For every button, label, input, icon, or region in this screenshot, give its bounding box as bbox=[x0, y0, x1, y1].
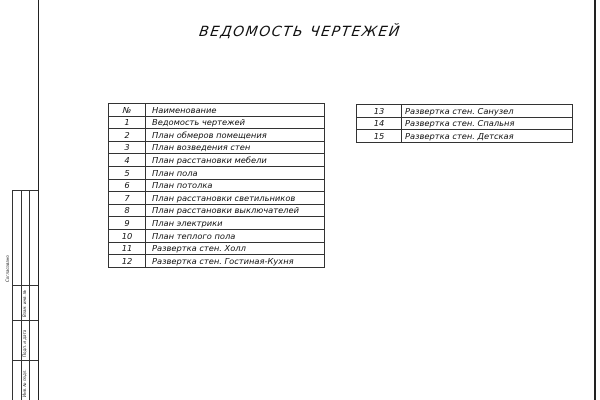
side-stamp-strip bbox=[5, 190, 38, 400]
stamp-line bbox=[12, 320, 38, 321]
row-name: План электрики bbox=[146, 217, 325, 230]
stamp-label: Подп. и дата bbox=[22, 329, 27, 357]
row-num: 11 bbox=[109, 242, 146, 255]
table-row bbox=[109, 204, 325, 217]
stamp-label: Инв. № подл. bbox=[22, 369, 27, 397]
row-num: 4 bbox=[109, 154, 146, 167]
stamp-line bbox=[12, 360, 38, 361]
row-name: План потолка bbox=[146, 179, 325, 192]
table-row bbox=[109, 255, 325, 268]
drawings-list-table-right bbox=[356, 104, 573, 143]
stamp-label: Взам. инв. № bbox=[22, 289, 27, 317]
table-row bbox=[109, 229, 325, 242]
row-name: Развертка стен. Холл bbox=[146, 242, 325, 255]
stamp-label: Согласовано bbox=[5, 255, 10, 282]
row-name: План расстановки мебели bbox=[146, 154, 325, 167]
row-name: Ведомость чертежей bbox=[146, 116, 325, 129]
table-row bbox=[109, 192, 325, 205]
table-row bbox=[109, 129, 325, 142]
table-row bbox=[109, 141, 325, 154]
row-name: План возведения стен bbox=[146, 141, 325, 154]
stamp-line bbox=[12, 190, 38, 191]
header-num: № bbox=[109, 104, 146, 117]
table-row bbox=[109, 217, 325, 230]
row-num: 13 bbox=[357, 105, 402, 118]
table-row bbox=[357, 105, 573, 118]
row-name: План обмеров помещения bbox=[146, 129, 325, 142]
row-num: 7 bbox=[109, 192, 146, 205]
row-name: Развертка стен. Спальня bbox=[402, 117, 573, 130]
row-num: 6 bbox=[109, 179, 146, 192]
table-row bbox=[109, 154, 325, 167]
table-row bbox=[357, 117, 573, 130]
row-num: 15 bbox=[357, 130, 402, 143]
header-name: Наименование bbox=[146, 104, 325, 117]
table-row bbox=[109, 242, 325, 255]
table-header-row bbox=[109, 104, 325, 117]
page-title: ВЕДОМОСТЬ ЧЕРТЕЖЕЙ bbox=[198, 24, 402, 40]
row-name: Развертка стен. Санузел bbox=[402, 105, 573, 118]
table-row bbox=[357, 130, 573, 143]
row-name: План расстановки светильников bbox=[146, 192, 325, 205]
row-name: План расстановки выключателей bbox=[146, 204, 325, 217]
row-name: План теплого пола bbox=[146, 229, 325, 242]
row-num: 9 bbox=[109, 217, 146, 230]
row-num: 3 bbox=[109, 141, 146, 154]
row-num: 2 bbox=[109, 129, 146, 142]
row-name: Развертка стен. Гостиная-Кухня bbox=[146, 255, 325, 268]
drawings-list-table-left bbox=[108, 103, 325, 268]
row-num: 12 bbox=[109, 255, 146, 268]
row-num: 14 bbox=[357, 117, 402, 130]
row-name: План пола bbox=[146, 166, 325, 179]
row-num: 1 bbox=[109, 116, 146, 129]
stamp-line bbox=[12, 190, 13, 400]
stamp-line bbox=[12, 285, 38, 286]
row-num: 5 bbox=[109, 166, 146, 179]
table-row bbox=[109, 179, 325, 192]
table-row bbox=[109, 166, 325, 179]
row-name: Развертка стен. Детская bbox=[402, 130, 573, 143]
table-row bbox=[109, 116, 325, 129]
row-num: 10 bbox=[109, 229, 146, 242]
row-num: 8 bbox=[109, 204, 146, 217]
stamp-line bbox=[29, 190, 30, 400]
